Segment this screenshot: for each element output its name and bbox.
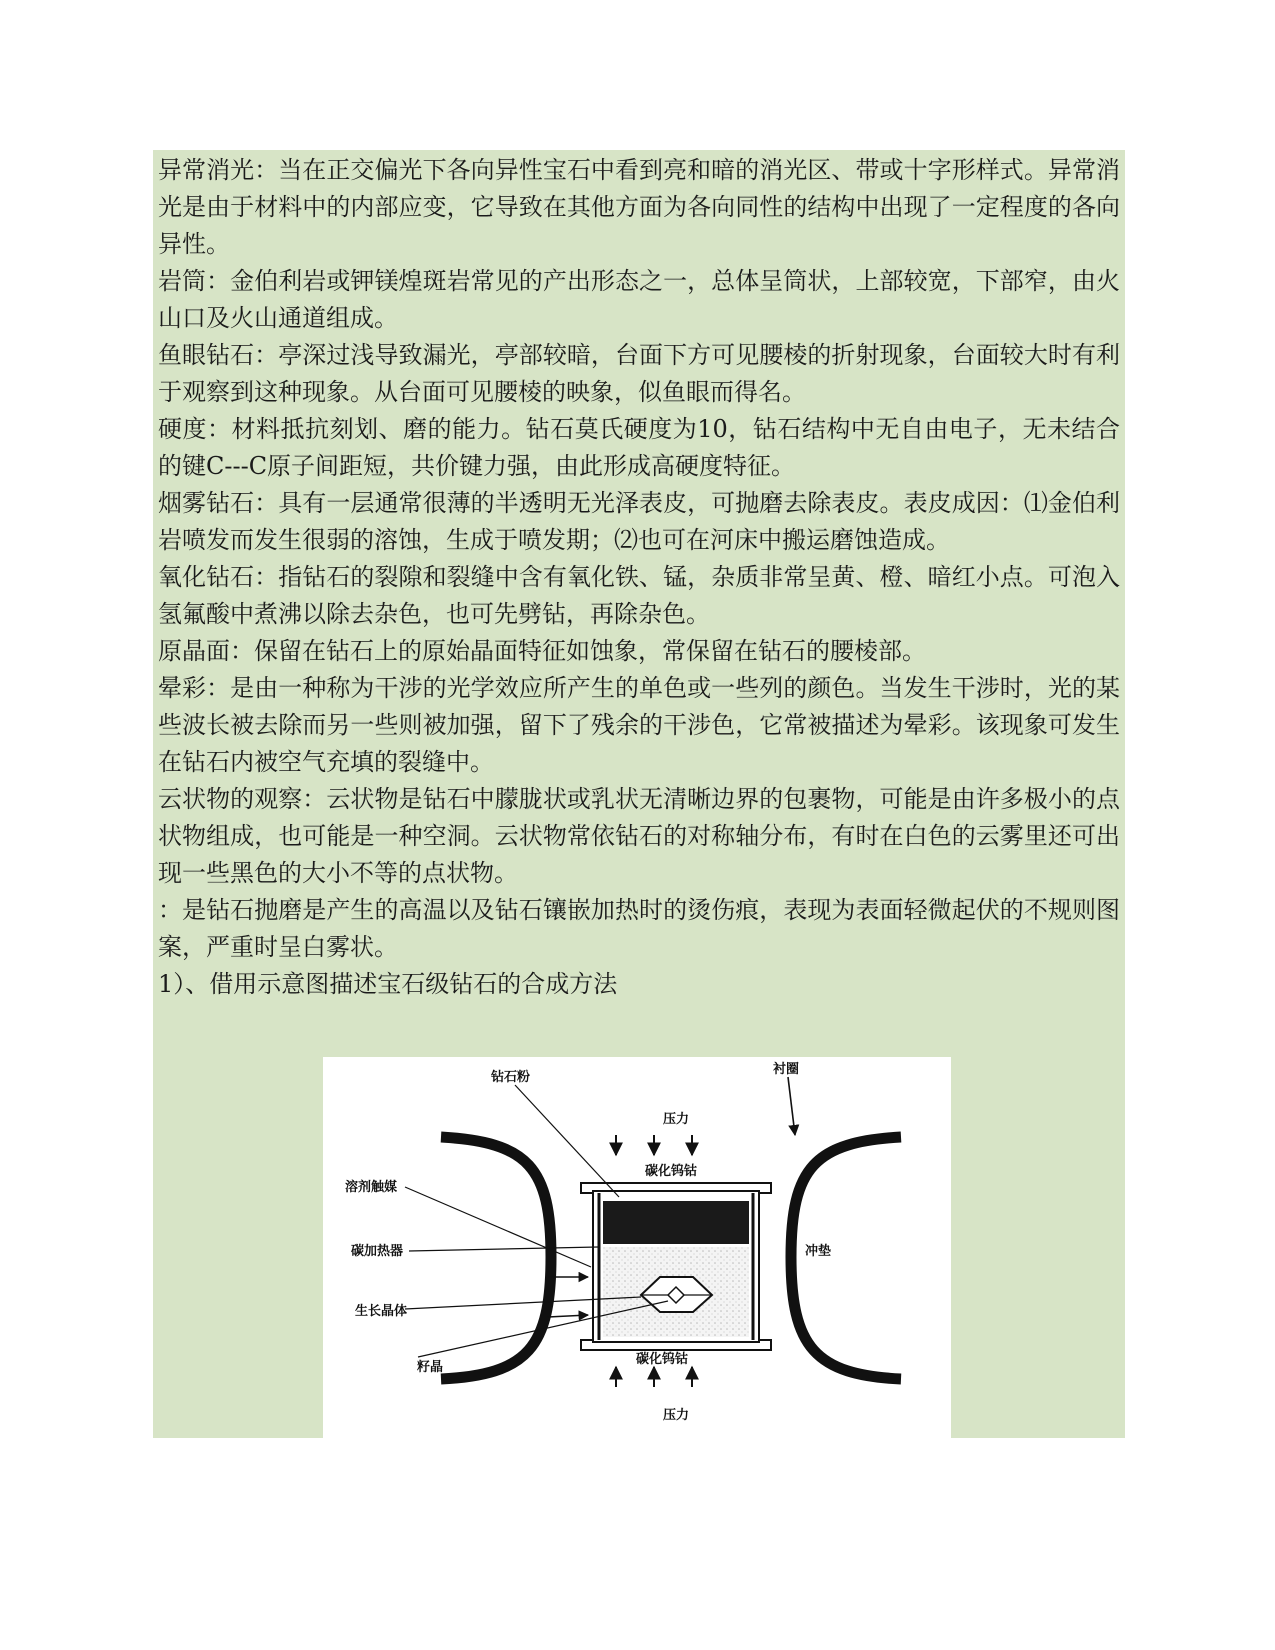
paragraph-anomalous-extinction: 异常消光：当在正交偏光下各向异性宝石中看到亮和暗的消光区、带或十字形样式。异常消光是由于材料中的内部应变，它导致在其他方面为各向同性的结构中出现了一定程度的各向异性。	[158, 156, 1120, 258]
paragraph-burn-mark: ：是钻石抛磨是产生的高温以及钻石镶嵌加热时的烫伤痕，表现为表面轻微起伏的不规则图案，严重时呈白雾状。	[158, 896, 1120, 961]
label-growing-crystal: 生长晶体	[355, 1304, 408, 1319]
label-diamond-powder: 钻石粉	[491, 1070, 531, 1085]
paragraph-fisheye-diamond: 鱼眼钻石：亭深过浅导致漏光，亭部较暗，台面下方可见腰棱的折射现象，台面较大时有利于观察到这种现象。从台面可见腰棱的映象，似鱼眼而得名。	[158, 341, 1120, 406]
paragraph-iridescence: 晕彩：是由一种称为干涉的光学效应所产生的单色或一些列的颜色。当发生干涉时，光的某些波长被去除而另一些则被加强，留下了残余的干涉色，它常被描述为晕彩。该现象可发生在钻石内被空气充填的裂缝中。	[158, 674, 1120, 776]
label-seed: 籽晶	[417, 1360, 444, 1375]
label-solvent-catalyst: 溶剂触媒	[345, 1180, 398, 1195]
synthesis-diagram	[323, 1057, 951, 1438]
paragraph-cloud: 云状物的观察：云状物是钻石中朦胧状或乳状无清晰边界的包裹物，可能是由许多极小的点状物组成，也可能是一种空洞。云状物常依钻石的对称轴分布，有时在白色的云雾里还可出现一些黑色的大小不等的点状物。	[158, 785, 1120, 887]
label-tungsten-carbide-top: 碳化钨钴	[645, 1164, 698, 1179]
left-anvil	[441, 1137, 551, 1379]
paragraph-natural-face: 原晶面：保留在钻石上的原始晶面特征如蚀象，常保留在钻石的腰棱部。	[158, 637, 926, 665]
diamond-powder-block	[603, 1201, 749, 1244]
paragraph-oxidized-diamond: 氧化钻石：指钻石的裂隙和裂缝中含有氧化铁、锰，杂质非常呈黄、橙、暗红小点。可泡入氢氟酸中煮沸以除去杂色，也可先劈钻，再除杂色。	[158, 563, 1120, 628]
label-punch: 冲垫	[805, 1244, 832, 1259]
label-carbon-heater: 碳加热器	[351, 1244, 404, 1259]
label-pressure-top: 压力	[663, 1112, 690, 1127]
label-pressure-bottom: 压力	[663, 1408, 690, 1423]
paragraph-pipe: 岩筒：金伯利岩或钾镁煌斑岩常见的产出形态之一，总体呈筒状，上部较宽，下部窄，由火山口及火山通道组成。	[158, 267, 1120, 332]
label-tungsten-carbide-bottom: 碳化钨钴	[636, 1352, 689, 1367]
glossary-text	[158, 152, 1120, 1003]
paragraph-smoky-diamond: 烟雾钻石：具有一层通常很薄的半透明无光泽表皮，可抛磨去除表皮。表皮成因：⑴金伯利岩喷发而发生很弱的溶蚀，生成于喷发期；⑵也可在河床中搬运磨蚀造成。	[158, 489, 1120, 554]
label-liner: 衬圈	[773, 1062, 800, 1077]
paragraph-synthesis-question: 1）、借用示意图描述宝石级钻石的合成方法	[158, 970, 618, 998]
paragraph-hardness: 硬度：材料抵抗刻划、磨的能力。钻石莫氏硬度为10，钻石结构中无自由电子，无未结合的键C---C原子间距短，共价键力强，由此形成高硬度特征。	[158, 415, 1120, 480]
